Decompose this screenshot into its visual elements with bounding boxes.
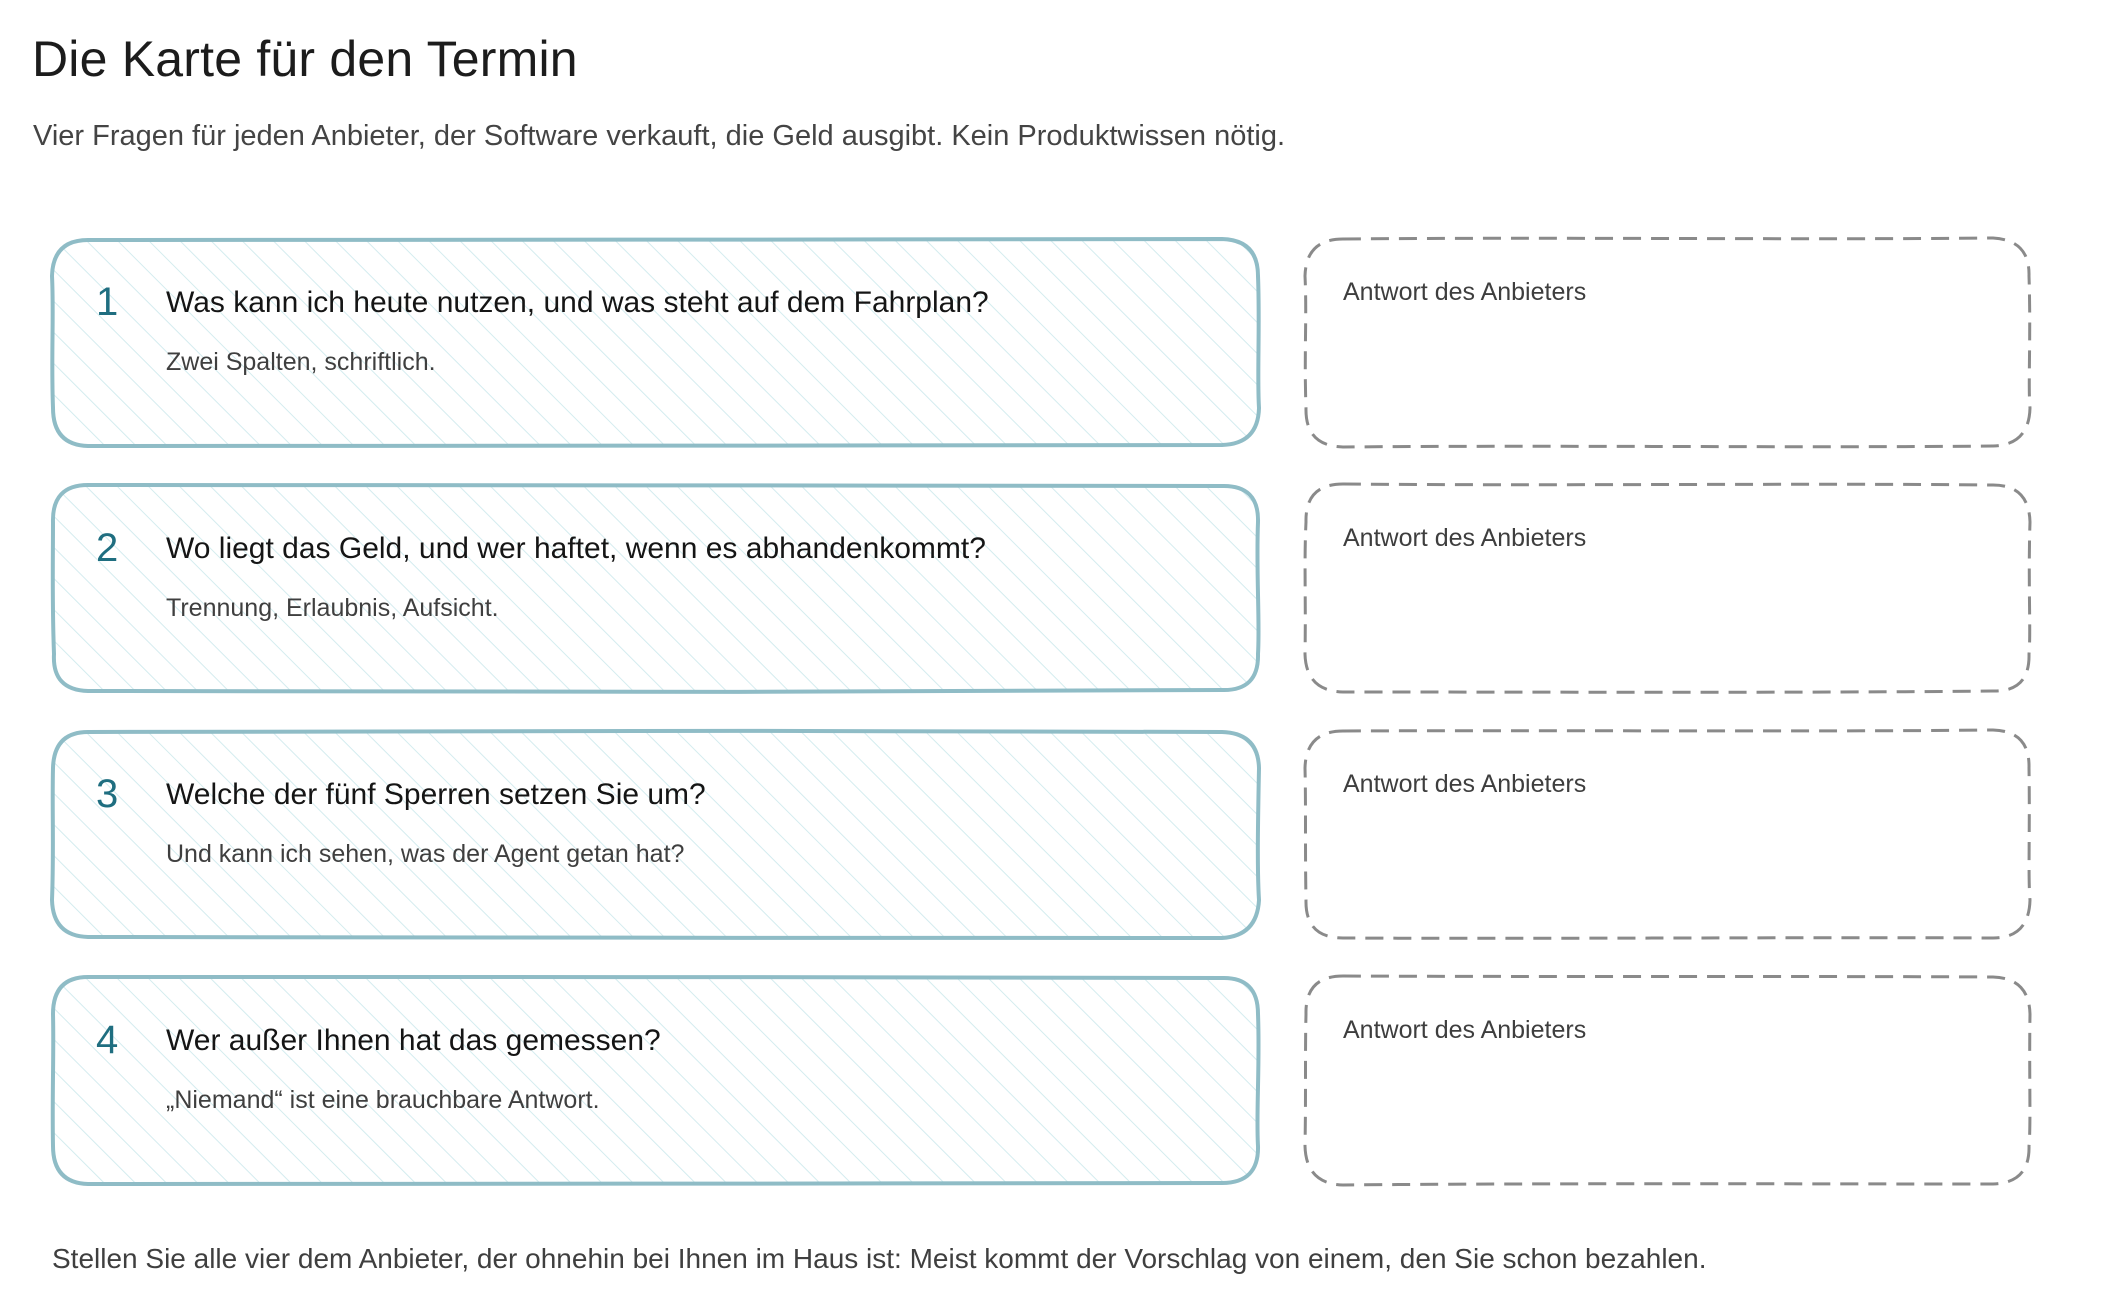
question-number: 3 <box>96 772 119 816</box>
question-row-2 <box>50 482 2040 694</box>
answer-field-frame <box>1303 728 2033 940</box>
answer-label: Antwort des Anbieters <box>1343 770 1587 798</box>
question-card-frame <box>50 974 1262 1186</box>
question-text: Welche der fünf Sperren setzen Sie um? <box>166 778 706 811</box>
question-hint: „Niemand“ ist eine brauchbare Antwort. <box>166 1086 600 1114</box>
question-hint: Zwei Spalten, schriftlich. <box>166 348 436 376</box>
answer-field-1[interactable] <box>1303 236 2033 448</box>
answer-label: Antwort des Anbieters <box>1343 524 1587 552</box>
question-card-1 <box>50 236 1262 448</box>
question-list <box>50 236 2040 1220</box>
answer-label: Antwort des Anbieters <box>1343 1016 1587 1044</box>
question-text: Wo liegt das Geld, und wer haftet, wenn es abhandenkommt? <box>166 532 986 565</box>
question-number: 2 <box>96 526 119 570</box>
question-number: 1 <box>96 280 119 324</box>
answer-field-3[interactable] <box>1303 728 2033 940</box>
answer-field-frame <box>1303 236 2033 448</box>
footer-note: Stellen Sie alle vier dem Anbieter, der ohnehin bei Ihnen im Haus ist: Meist kommt der Vorschlag von einem, den Sie schon bezahlen. <box>52 1243 1707 1274</box>
question-card-frame <box>50 482 1262 694</box>
page-title: Die Karte für den Termin <box>32 31 578 87</box>
question-card-4 <box>50 974 1262 1186</box>
question-hint: Trennung, Erlaubnis, Aufsicht. <box>166 594 499 622</box>
question-number: 4 <box>96 1018 119 1062</box>
answer-field-2[interactable] <box>1303 482 2033 694</box>
answer-field-4[interactable] <box>1303 974 2033 1186</box>
question-card-2 <box>50 482 1262 694</box>
question-text: Was kann ich heute nutzen, und was steht auf dem Fahrplan? <box>166 286 989 319</box>
page-subtitle: Vier Fragen für jeden Anbieter, der Software verkauft, die Geld ausgibt. Kein Produktwissen nötig. <box>33 120 1286 152</box>
question-card-3 <box>50 728 1262 940</box>
question-row-3 <box>50 728 2040 940</box>
answer-field-frame <box>1303 482 2033 694</box>
question-hint: Und kann ich sehen, was der Agent getan hat? <box>166 840 685 868</box>
question-card-frame <box>50 236 1262 448</box>
question-row-4 <box>50 974 2040 1186</box>
question-text: Wer außer Ihnen hat das gemessen? <box>166 1024 661 1057</box>
answer-field-frame <box>1303 974 2033 1186</box>
question-row-1 <box>50 236 2040 448</box>
question-card-frame <box>50 728 1262 940</box>
answer-label: Antwort des Anbieters <box>1343 278 1587 306</box>
